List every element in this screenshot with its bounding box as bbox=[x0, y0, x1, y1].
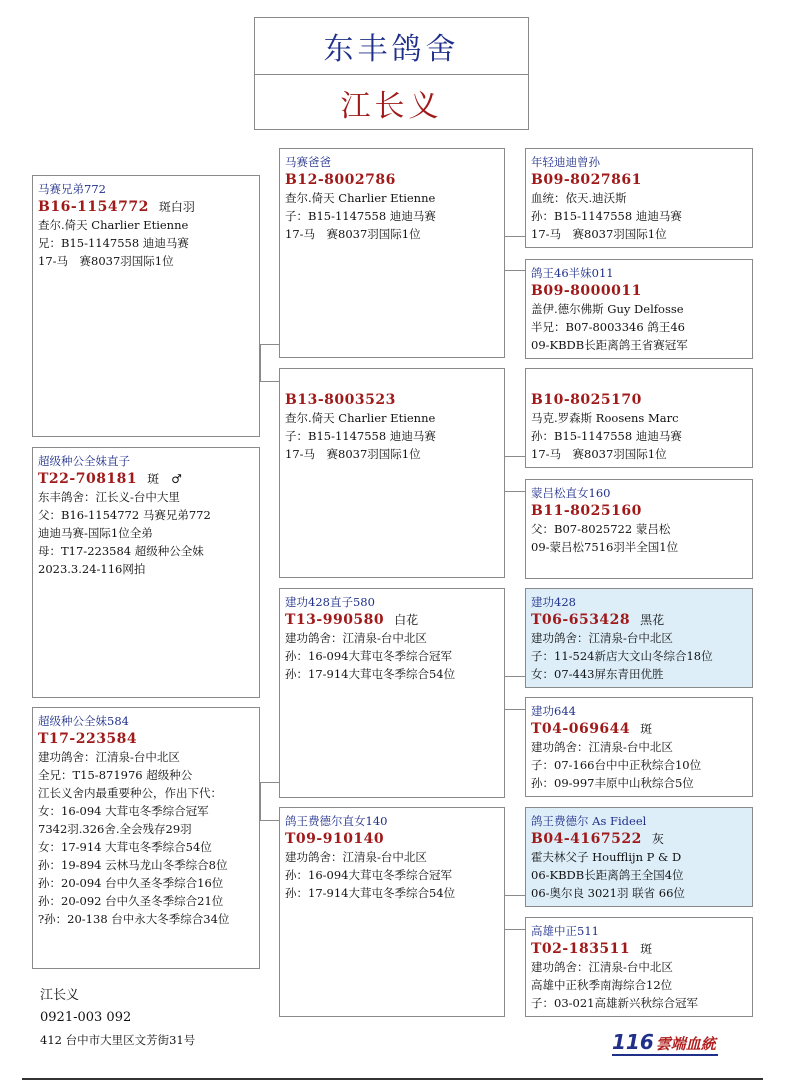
card-line: 霍夫林父子 Houfflijn P & D bbox=[531, 850, 682, 864]
card-line: 江长义舍内最重要种公，作出下代： bbox=[38, 786, 222, 800]
card-line: 7342羽.326舍.全会残存29羽 bbox=[38, 822, 192, 836]
card-line: 17-马 赛8037羽国际1位 bbox=[285, 227, 421, 241]
card-title: 超级种公全妹直子 bbox=[38, 454, 130, 468]
card-line: 半兄：B07-8003346 鸽王46 bbox=[531, 320, 685, 334]
card-line: 孙：B15-1147558 迪迪马赛 bbox=[531, 209, 682, 223]
card-line: 2023.3.24-116网拍 bbox=[38, 562, 146, 576]
connector-line bbox=[260, 782, 261, 821]
feather-color: 黑花 bbox=[640, 613, 665, 627]
card-line: 09-蒙吕松7516羽半全国1位 bbox=[531, 540, 679, 554]
card-line: 17-马 赛8037羽国际1位 bbox=[531, 447, 667, 461]
connector-line bbox=[505, 236, 525, 237]
ring-number: B11-8025160 bbox=[531, 503, 642, 519]
card-line: 女：07-443屏东青田优胜 bbox=[531, 667, 664, 681]
contact-address: 412 台中市大里区文芳街31号 bbox=[40, 1033, 196, 1047]
logo-text: 雲端血統 bbox=[655, 1035, 716, 1053]
card-line: 全兄：T15-871976 超级种公 bbox=[38, 768, 193, 782]
ring-number: T13-990580 bbox=[285, 612, 385, 628]
card-line: 查尔.倚天 Charlier Etienne bbox=[38, 218, 189, 232]
ancestor-card-5 bbox=[525, 588, 753, 688]
ring-number: T17-223584 bbox=[38, 731, 138, 747]
card-line: 高雄中正秋季南海综合12位 bbox=[531, 978, 673, 992]
card-title: 马赛爸爸 bbox=[285, 155, 331, 169]
ring-number: T22-708181 bbox=[38, 471, 138, 487]
feather-color: 斑 bbox=[640, 942, 653, 956]
footer-divider bbox=[22, 1078, 763, 1080]
feather-color: 斑白羽 bbox=[158, 200, 195, 214]
grandsire-paternal-card bbox=[279, 148, 505, 358]
card-line: ?孙：20-138 台中永大冬季综合34位 bbox=[38, 912, 230, 926]
granddam-paternal-card bbox=[279, 368, 505, 578]
connector-line bbox=[260, 344, 279, 345]
ancestor-card-2 bbox=[525, 259, 753, 359]
connector-line bbox=[260, 381, 279, 382]
connector-line bbox=[505, 709, 525, 710]
contact-name: 江长义 bbox=[40, 988, 80, 1003]
card-line: 孙：19-894 云林马龙山冬季综合8位 bbox=[38, 858, 228, 872]
card-line: 迪迪马赛-国际1位全弟 bbox=[38, 526, 153, 540]
ring-number: B09-8027861 bbox=[531, 172, 642, 188]
card-line: 孙：16-094大茸屯冬季综合冠军 bbox=[285, 868, 452, 882]
card-line: 建功鸽舍：江清泉-台中北区 bbox=[38, 750, 180, 764]
ring-number: T09-910140 bbox=[285, 831, 385, 847]
ring-number: B13-8003523 bbox=[285, 392, 396, 408]
card-line: 女：16-094 大茸屯冬季综合冠军 bbox=[38, 804, 209, 818]
feather-color: 白花 bbox=[394, 613, 419, 627]
card-line: 09-KBDB长距离鸽王省赛冠军 bbox=[531, 338, 688, 352]
connector-line bbox=[505, 929, 525, 930]
card-line: 建功鸽舍：江清泉-台中北区 bbox=[531, 740, 673, 754]
card-line: 06-KBDB长距离鸽王全国4位 bbox=[531, 868, 684, 882]
card-line: 17-马 赛8037羽国际1位 bbox=[285, 447, 421, 461]
pedigree-header bbox=[254, 17, 529, 130]
card-line: 东丰鸽舍：江长义-台中大里 bbox=[38, 490, 180, 504]
card-title: 建功428直子580 bbox=[285, 595, 375, 609]
card-line: 子：07-166台中中正秋综合10位 bbox=[531, 758, 702, 772]
card-line: 17-马 赛8037羽国际1位 bbox=[531, 227, 667, 241]
connector-line bbox=[505, 270, 525, 271]
connector-line bbox=[260, 344, 261, 382]
ring-number: B10-8025170 bbox=[531, 392, 642, 408]
owner-name: 江长义 bbox=[340, 89, 443, 124]
card-line: 建功鸽舍：江清泉-台中北区 bbox=[285, 850, 427, 864]
card-line: 父：B16-1154772 马赛兄弟772 bbox=[38, 508, 211, 522]
contact-phone: 0921-003 092 bbox=[40, 1010, 132, 1025]
ring-number: B16-1154772 bbox=[38, 199, 149, 215]
card-line: 孙：17-914大茸屯冬季综合54位 bbox=[285, 886, 456, 900]
ancestor-card-3 bbox=[525, 368, 753, 468]
card-line: 母：T17-223584 超级种公全妹 bbox=[38, 544, 204, 558]
card-line: 孙：20-094 台中久圣冬季综合16位 bbox=[38, 876, 224, 890]
card-line: 孙：17-914大茸屯冬季综合54位 bbox=[285, 667, 456, 681]
ancestor-card-1 bbox=[525, 148, 753, 248]
ancestor-card-8 bbox=[525, 917, 753, 1017]
contact-block bbox=[40, 985, 195, 1051]
card-line: 血统：依天.迪沃斯 bbox=[531, 191, 627, 205]
connector-line bbox=[505, 491, 525, 492]
card-line: 子：03-021高雄新兴秋综合冠军 bbox=[531, 996, 698, 1010]
ring-number: T04-069644 bbox=[531, 721, 631, 737]
card-line: 孙：20-092 台中久圣冬季综合21位 bbox=[38, 894, 224, 908]
card-line: 兄：B15-1147558 迪迪马赛 bbox=[38, 236, 189, 250]
card-line: 建功鸽舍：江清泉-台中北区 bbox=[531, 631, 673, 645]
logo-underline bbox=[612, 1054, 718, 1056]
ring-number: T06-653428 bbox=[531, 612, 631, 628]
card-line: 子：B15-1147558 迪迪马赛 bbox=[285, 429, 436, 443]
ancestor-card-4 bbox=[525, 479, 753, 579]
card-title bbox=[531, 373, 747, 391]
ring-number: B12-8002786 bbox=[285, 172, 396, 188]
card-line: 父：B07-8025722 蒙吕松 bbox=[531, 522, 671, 536]
connector-line bbox=[505, 456, 525, 457]
card-line: 马克.罗森斯 Roosens Marc bbox=[531, 411, 679, 425]
card-title: 超级种公全妹584 bbox=[38, 714, 129, 728]
card-line: 孙：09-997丰原中山秋综合5位 bbox=[531, 776, 694, 790]
granddam-maternal-card bbox=[279, 807, 505, 1017]
card-line: 建功鸽舍：江清泉-台中北区 bbox=[285, 631, 427, 645]
card-line: 孙：16-094大茸屯冬季综合冠军 bbox=[285, 649, 452, 663]
card-line: 建功鸽舍：江清泉-台中北区 bbox=[531, 960, 673, 974]
card-title: 鸽王46半妹011 bbox=[531, 266, 614, 280]
card-line: 孙：B15-1147558 迪迪马赛 bbox=[531, 429, 682, 443]
ancestor-card-7 bbox=[525, 807, 753, 907]
ring-number: B09-8000011 bbox=[531, 283, 642, 299]
subject-card bbox=[32, 447, 260, 698]
card-line: 17-马 赛8037羽国际1位 bbox=[38, 254, 174, 268]
sire-card bbox=[32, 175, 260, 437]
ring-number: T02-183511 bbox=[531, 941, 631, 957]
card-title: 年轻迪迪曾孙 bbox=[531, 155, 600, 169]
grandsire-maternal-card bbox=[279, 588, 505, 798]
card-line: 子：11-524新店大文山冬综合18位 bbox=[531, 649, 713, 663]
dam-card bbox=[32, 707, 260, 969]
card-line: 女：17-914 大茸屯冬季综合54位 bbox=[38, 840, 212, 854]
loft-name: 东丰鸽舍 bbox=[255, 18, 528, 75]
card-line: 06-奥尔良 3021羽 联省 66位 bbox=[531, 886, 685, 900]
feather-color: 灰 bbox=[651, 832, 664, 846]
card-title: 鸽王费德尔直女140 bbox=[285, 814, 388, 828]
logo-number: 116 bbox=[612, 1030, 654, 1054]
card-title: 马赛兄弟772 bbox=[38, 182, 106, 196]
card-line: 查尔.倚天 Charlier Etienne bbox=[285, 191, 436, 205]
connector-line bbox=[260, 782, 279, 783]
card-title: 蒙吕松直女160 bbox=[531, 486, 611, 500]
connector-line bbox=[505, 895, 525, 896]
card-title: 建功428 bbox=[531, 595, 576, 609]
brand-logo bbox=[612, 1030, 716, 1054]
card-title: 高雄中正511 bbox=[531, 924, 599, 938]
feather-color: 斑 ♂ bbox=[147, 472, 182, 486]
card-line: 子：B15-1147558 迪迪马赛 bbox=[285, 209, 436, 223]
ring-number: B04-4167522 bbox=[531, 831, 642, 847]
feather-color: 斑 bbox=[640, 722, 653, 736]
card-line: 查尔.倚天 Charlier Etienne bbox=[285, 411, 436, 425]
card-line: 盖伊.德尔佛斯 Guy Delfosse bbox=[531, 302, 684, 316]
ancestor-card-6 bbox=[525, 697, 753, 797]
card-title bbox=[285, 373, 499, 391]
card-title: 鸽王费德尔 As Fideel bbox=[531, 814, 647, 828]
card-title: 建功644 bbox=[531, 704, 576, 718]
connector-line bbox=[505, 676, 525, 677]
connector-line bbox=[260, 820, 279, 821]
